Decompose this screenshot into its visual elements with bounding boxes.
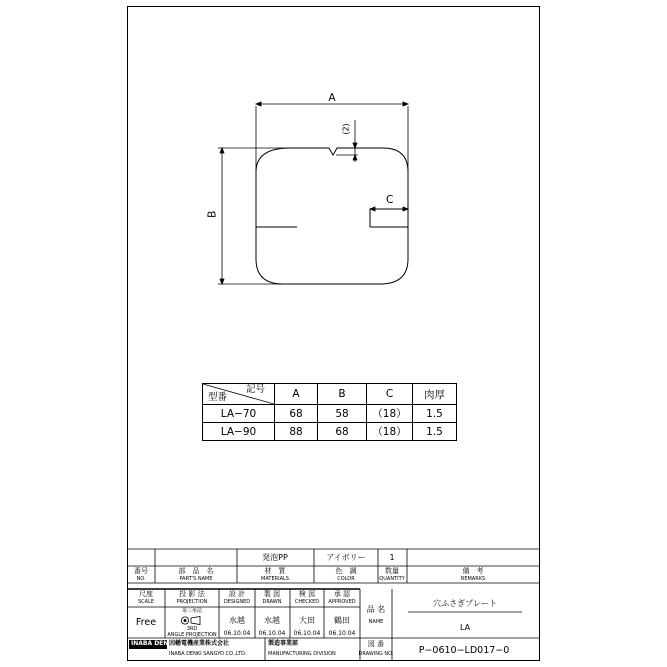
division-jp: 製造事業部 [268,640,299,647]
name-label-en: NAME [368,619,384,625]
row-c: （18） [367,405,413,423]
checked-date: 06.10.04 [293,630,321,637]
header-color-en: COLOR [337,576,355,582]
checked-by: 大田 [299,616,315,625]
scale-jp: 尺度 [139,590,153,598]
designed-by: 水越 [229,616,245,625]
approved-by: 鶴田 [334,616,350,625]
drawing-no-jp: 図 番 [367,640,385,648]
name-label-jp: 品 名 [366,605,386,614]
drawn-jp: 製 図 [263,590,281,598]
row-a: 88 [275,423,318,441]
row-b: 58 [318,405,367,423]
company-logo-text: INABA DENKO [131,640,178,647]
row-model: LA−70 [203,405,275,423]
approved-date: 06.10.04 [328,630,356,637]
dimension-a-label: A [328,92,336,104]
drawn-by: 水越 [264,616,280,625]
corner-top-label: 記号 [246,384,266,395]
row-c: （18） [367,423,413,441]
projection-method-jp: 第三角法 [181,608,203,614]
dimension-slot-label: (2) [341,123,351,135]
color-value: アイボリー [326,553,366,562]
header-thickness: 肉厚 [413,384,457,405]
drawing-number: P−0610−LD017−0 [418,645,510,656]
corner-bottom-label: 型番 [208,392,228,403]
checked-jp: 検 図 [298,590,316,598]
header-no-jp: 番号 [134,567,148,575]
approved-jp: 承 認 [333,590,351,598]
dimension-b-label: B [206,210,219,218]
header-material-jp: 材 質 [264,567,286,575]
header-material-en: MATERIALS [261,576,289,582]
header-b: B [318,384,367,405]
header-quantity-en: QUANTITY [379,576,405,582]
designed-jp: 設 計 [228,590,246,598]
header-part-en: PART'S NAME [179,576,213,582]
designed-date: 06.10.04 [223,630,251,637]
header-remarks-jp: 備 考 [462,567,484,575]
header-a: A [275,384,318,405]
third-angle-projection-icon [181,616,201,625]
header-no-en: NO. [136,576,146,582]
drawn-date: 06.10.04 [258,630,286,637]
material-value: 発泡PP [262,553,288,562]
projection-jp: 投 影 法 [179,590,205,598]
approved-en: APPROVED [328,599,356,605]
company-name-jp: 因幡電機産業株式会社 [169,640,230,647]
drawing-no-en: DRAWING NO. [358,651,394,657]
header-color-jp: 色 調 [335,567,357,575]
row-thickness: 1.5 [413,405,457,423]
scale-en: SCALE [137,599,155,605]
projection-en: PROJECTION [176,599,208,605]
designed-en: DESIGNED [223,599,251,605]
header-remarks-en: REMARKS [460,576,486,582]
drawn-en: DRAWN [262,599,282,605]
checked-en: CHECKED [294,599,320,605]
projection-method-3rd: 3RD [186,626,198,632]
scale-value: Free [135,617,157,628]
row-model: LA−90 [203,423,275,441]
division-en: MANUFACTURING DIVISION [268,651,336,657]
company-name-en: INABA DENKI SANGYO CO.,LTD. [169,651,247,657]
row-b: 68 [318,423,367,441]
product-name: 穴ふさぎプレート [433,599,497,608]
quantity-value: 1 [389,553,395,562]
product-code: LA [459,623,471,632]
row-a: 68 [275,405,318,423]
header-c: C [367,384,413,405]
projection-method-en: ANGLE PROJECTION [167,632,217,638]
header-part-jp: 部 品 名 [178,567,214,575]
header-quantity-jp: 数量 [385,567,399,575]
company-logo [129,640,178,649]
dimension-c-label: C [386,194,394,206]
row-thickness: 1.5 [413,423,457,441]
